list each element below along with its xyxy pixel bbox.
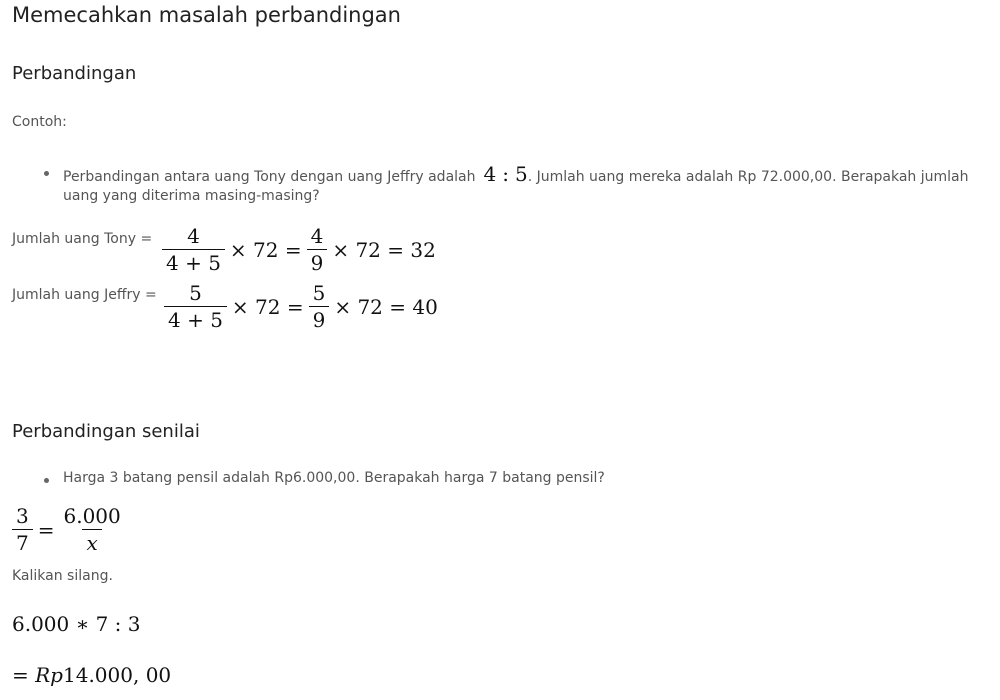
times-72: × 72 = (231, 295, 304, 319)
times-72: × 72 = (229, 238, 302, 262)
step-2-result (12, 663, 171, 687)
result-value: 14.000, 00 (63, 663, 172, 687)
bullet-question-2: Harga 3 batang pensil adalah Rp6.000,00. Berapakah harga 7 batang pensil? (63, 470, 605, 486)
bullet-text-start: Perbandingan antara uang Tony dengan uang Jeffry adalah (63, 169, 476, 185)
fraction-numerator: 3 (16, 504, 29, 528)
bullet-dot (44, 171, 49, 176)
example-label: Contoh: (12, 114, 67, 130)
fraction-numerator: 4 (187, 224, 200, 248)
fraction-numerator: 4 (310, 224, 324, 248)
currency-rp: Rp (35, 663, 63, 687)
bullet-dot (44, 478, 49, 483)
tony-equation (162, 226, 441, 274)
step-1-expression: 6.000 ∗ 7 : 3 (12, 612, 141, 636)
proportion-equation (12, 506, 125, 554)
tony-fraction-simplified (307, 226, 328, 274)
page-title: Memecahkan masalah perbandingan (12, 3, 401, 27)
tony-result: × 72 = 32 (332, 238, 436, 262)
tony-fraction (162, 226, 225, 274)
fraction-denominator: 4 + 5 (164, 306, 227, 331)
jeffry-label: Jumlah uang Jeffry = (12, 287, 157, 303)
ratio-b: 5 (514, 162, 528, 186)
section-heading-perbandingan: Perbandingan (12, 63, 137, 84)
equals-sign: = (12, 663, 29, 687)
jeffry-fraction-simplified (309, 283, 330, 331)
ratio-a: 4 (483, 162, 497, 186)
fraction-denominator: 4 + 5 (162, 249, 225, 274)
jeffry-equation (164, 283, 443, 331)
fraction-denominator: 9 (309, 306, 330, 331)
bullet-text-end: uang yang diterima masing-masing? (63, 188, 320, 204)
jeffry-result: × 72 = 40 (334, 295, 438, 319)
fraction-6000-x (60, 506, 125, 554)
fraction-3-7 (12, 506, 33, 554)
tony-label: Jumlah uang Tony = (12, 231, 153, 247)
fraction-denominator: x (82, 529, 101, 554)
fraction-denominator: 9 (307, 249, 328, 274)
fraction-denominator: 7 (12, 529, 33, 554)
fraction-numerator: 6.000 (63, 504, 121, 528)
equals-sign: = (37, 518, 55, 542)
bullet-question-1 (63, 162, 969, 186)
ratio-colon: : (502, 162, 509, 186)
cross-multiply-label: Kalikan silang. (12, 568, 113, 584)
fraction-numerator: 5 (189, 281, 202, 305)
section-heading-perbandingan-senilai: Perbandingan senilai (12, 421, 200, 442)
jeffry-fraction (164, 283, 227, 331)
bullet-text-middle: . Jumlah uang mereka adalah Rp 72.000,00. Berapakah jumlah (527, 169, 969, 185)
fraction-numerator: 5 (312, 281, 326, 305)
